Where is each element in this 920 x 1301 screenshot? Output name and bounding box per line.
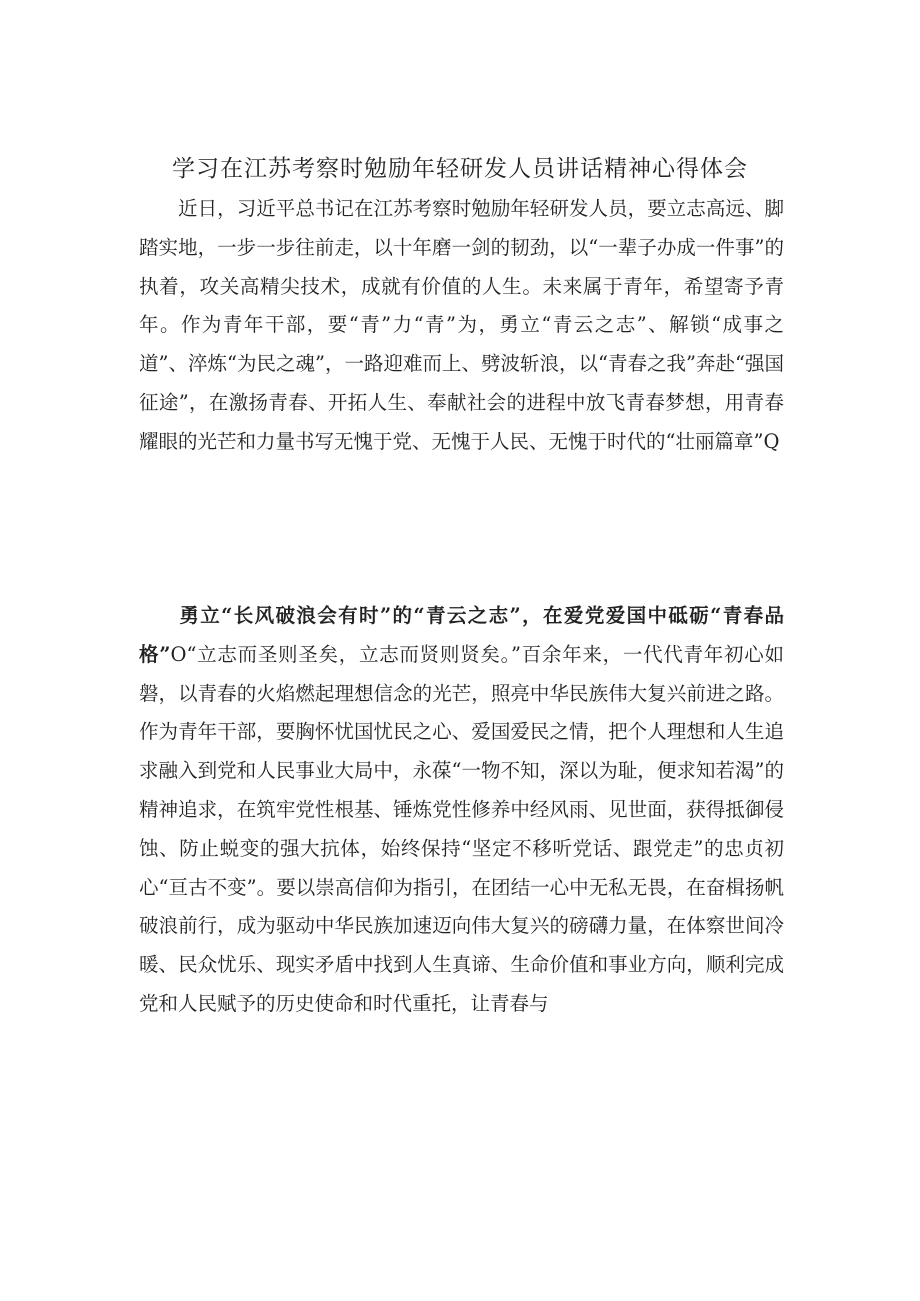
section-heading: 勇立“长风破浪会有时”的“青云之志”，在爱党爱国中砥砺“青春品格”: [139, 604, 784, 666]
section-body-text: O“立志而圣则圣矣，立志而贤则贤矣。”百余年来，一代代青年初心如磐，以青春的火焰燃起理想信念的光芒，照亮中华民族伟大复兴前进之路。作为青年干部，要胸怀忧国忧民之心、爱国爱民之情，把个人理想和人生追求融入到党和人民事业大局中，永葆“一物不知，深以为耻，便求知若渴”的精神追求，在筑牢党性根基、锤炼党性修养中经风雨、见世面，获得抵御侵蚀、防止蜕变的强大抗体，始终保持“坚定不移听党话、跟党走”的忠贞初心“亘古不变”。要以崇高信仰为指引，在团结一心中无私无畏，在奋楫扬帆破浪前行，成为驱动中华民族加速迈向伟大复兴的磅礴力量，在体察世间冷暖、民众忧乐、现实矛盾中找到人生真谛、生命价值和事业方向，顺利完成党和人民赋予的历史使命和时代重托，让青春与: [139, 642, 784, 1015]
paragraph-intro-text: 近日，习近平总书记在江苏考察时勉励年轻研发人员，要立志高远、脚踏实地，一步一步往前走，以十年磨一剑的韧劲，以“一辈子办成一件事”的执着，攻关高精尖技术，成就有价值的人生。未来属于青年，希望寄予青年。作为青年干部，要“青”力“青”为，勇立“青云之志”、解锁“成事之道”、淬炼“为民之魂”，一路迎难而上、劈波斩浪，以“青春之我”奔赴“强国征途”，在激扬青春、开拓人生、奉献社会的进程中放飞青春梦想，用青春耀眼的光芒和力量书写无愧于党、无愧于人民、无愧于时代的“壮丽篇章”Q: [139, 197, 784, 453]
document-title: 学习在江苏考察时勉励年轻研发人员讲话精神心得体会: [172, 156, 748, 182]
paragraph-intro: [139, 190, 784, 462]
paragraph-section-1: [139, 597, 784, 1024]
